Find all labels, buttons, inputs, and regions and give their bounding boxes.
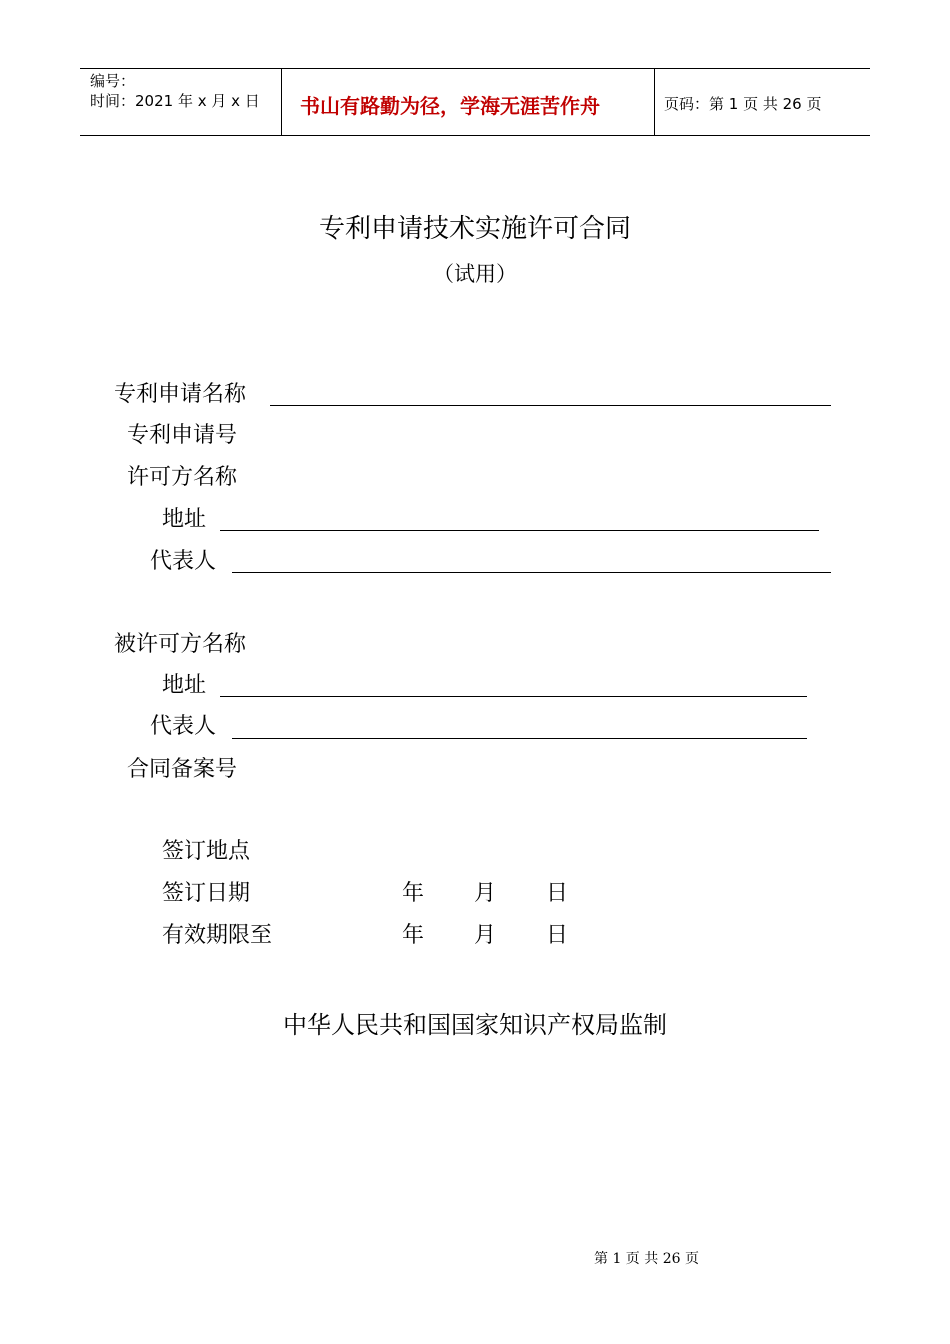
header-top-border — [80, 68, 870, 69]
patent-application-name-label: 专利申请名称 — [114, 382, 247, 407]
valid-until-month: 月 — [474, 923, 497, 948]
licensee-representative-blank — [232, 738, 807, 739]
issuing-authority: 中华人民共和国国家知识产权局监制 — [283, 1011, 667, 1039]
signing-date-day: 日 — [546, 881, 569, 906]
valid-until-year: 年 — [402, 923, 425, 948]
licensee-address-blank — [220, 696, 807, 697]
signing-date-month: 月 — [474, 881, 497, 906]
header-divider-right — [654, 68, 655, 136]
document-number-label: 编号： — [90, 72, 136, 90]
licensee-representative-label: 代表人 — [150, 714, 217, 739]
patent-application-name-blank — [270, 405, 831, 406]
signing-place-label: 签订地点 — [162, 839, 251, 864]
licensor-address-blank — [220, 530, 819, 531]
licensor-address-label: 地址 — [162, 507, 207, 532]
document-time-label: 时间：2021 年 x 月 x 日 — [90, 92, 260, 110]
signing-date-label: 签订日期 — [162, 881, 251, 906]
header-motto: 书山有路勤为径，学海无涯苦作舟 — [300, 94, 600, 118]
licensor-representative-blank — [232, 572, 831, 573]
licensee-name-label: 被许可方名称 — [114, 632, 247, 657]
contract-record-number-label: 合同备案号 — [127, 757, 238, 782]
valid-until-day: 日 — [546, 923, 569, 948]
header-bottom-border — [80, 135, 870, 136]
patent-application-number-label: 专利申请号 — [127, 423, 238, 448]
document-subtitle: （试用） — [433, 262, 517, 286]
licensee-address-label: 地址 — [162, 673, 207, 698]
header-divider-left — [281, 68, 282, 136]
footer-page-number: 第 1 页 共 26 页 — [594, 1251, 699, 1267]
header-page-info: 页码：第 1 页 共 26 页 — [664, 95, 822, 113]
signing-date-year: 年 — [402, 881, 425, 906]
licensor-representative-label: 代表人 — [150, 549, 217, 574]
document-title: 专利申请技术实施许可合同 — [318, 214, 631, 244]
valid-until-label: 有效期限至 — [162, 923, 273, 948]
licensor-name-label: 许可方名称 — [127, 465, 238, 490]
